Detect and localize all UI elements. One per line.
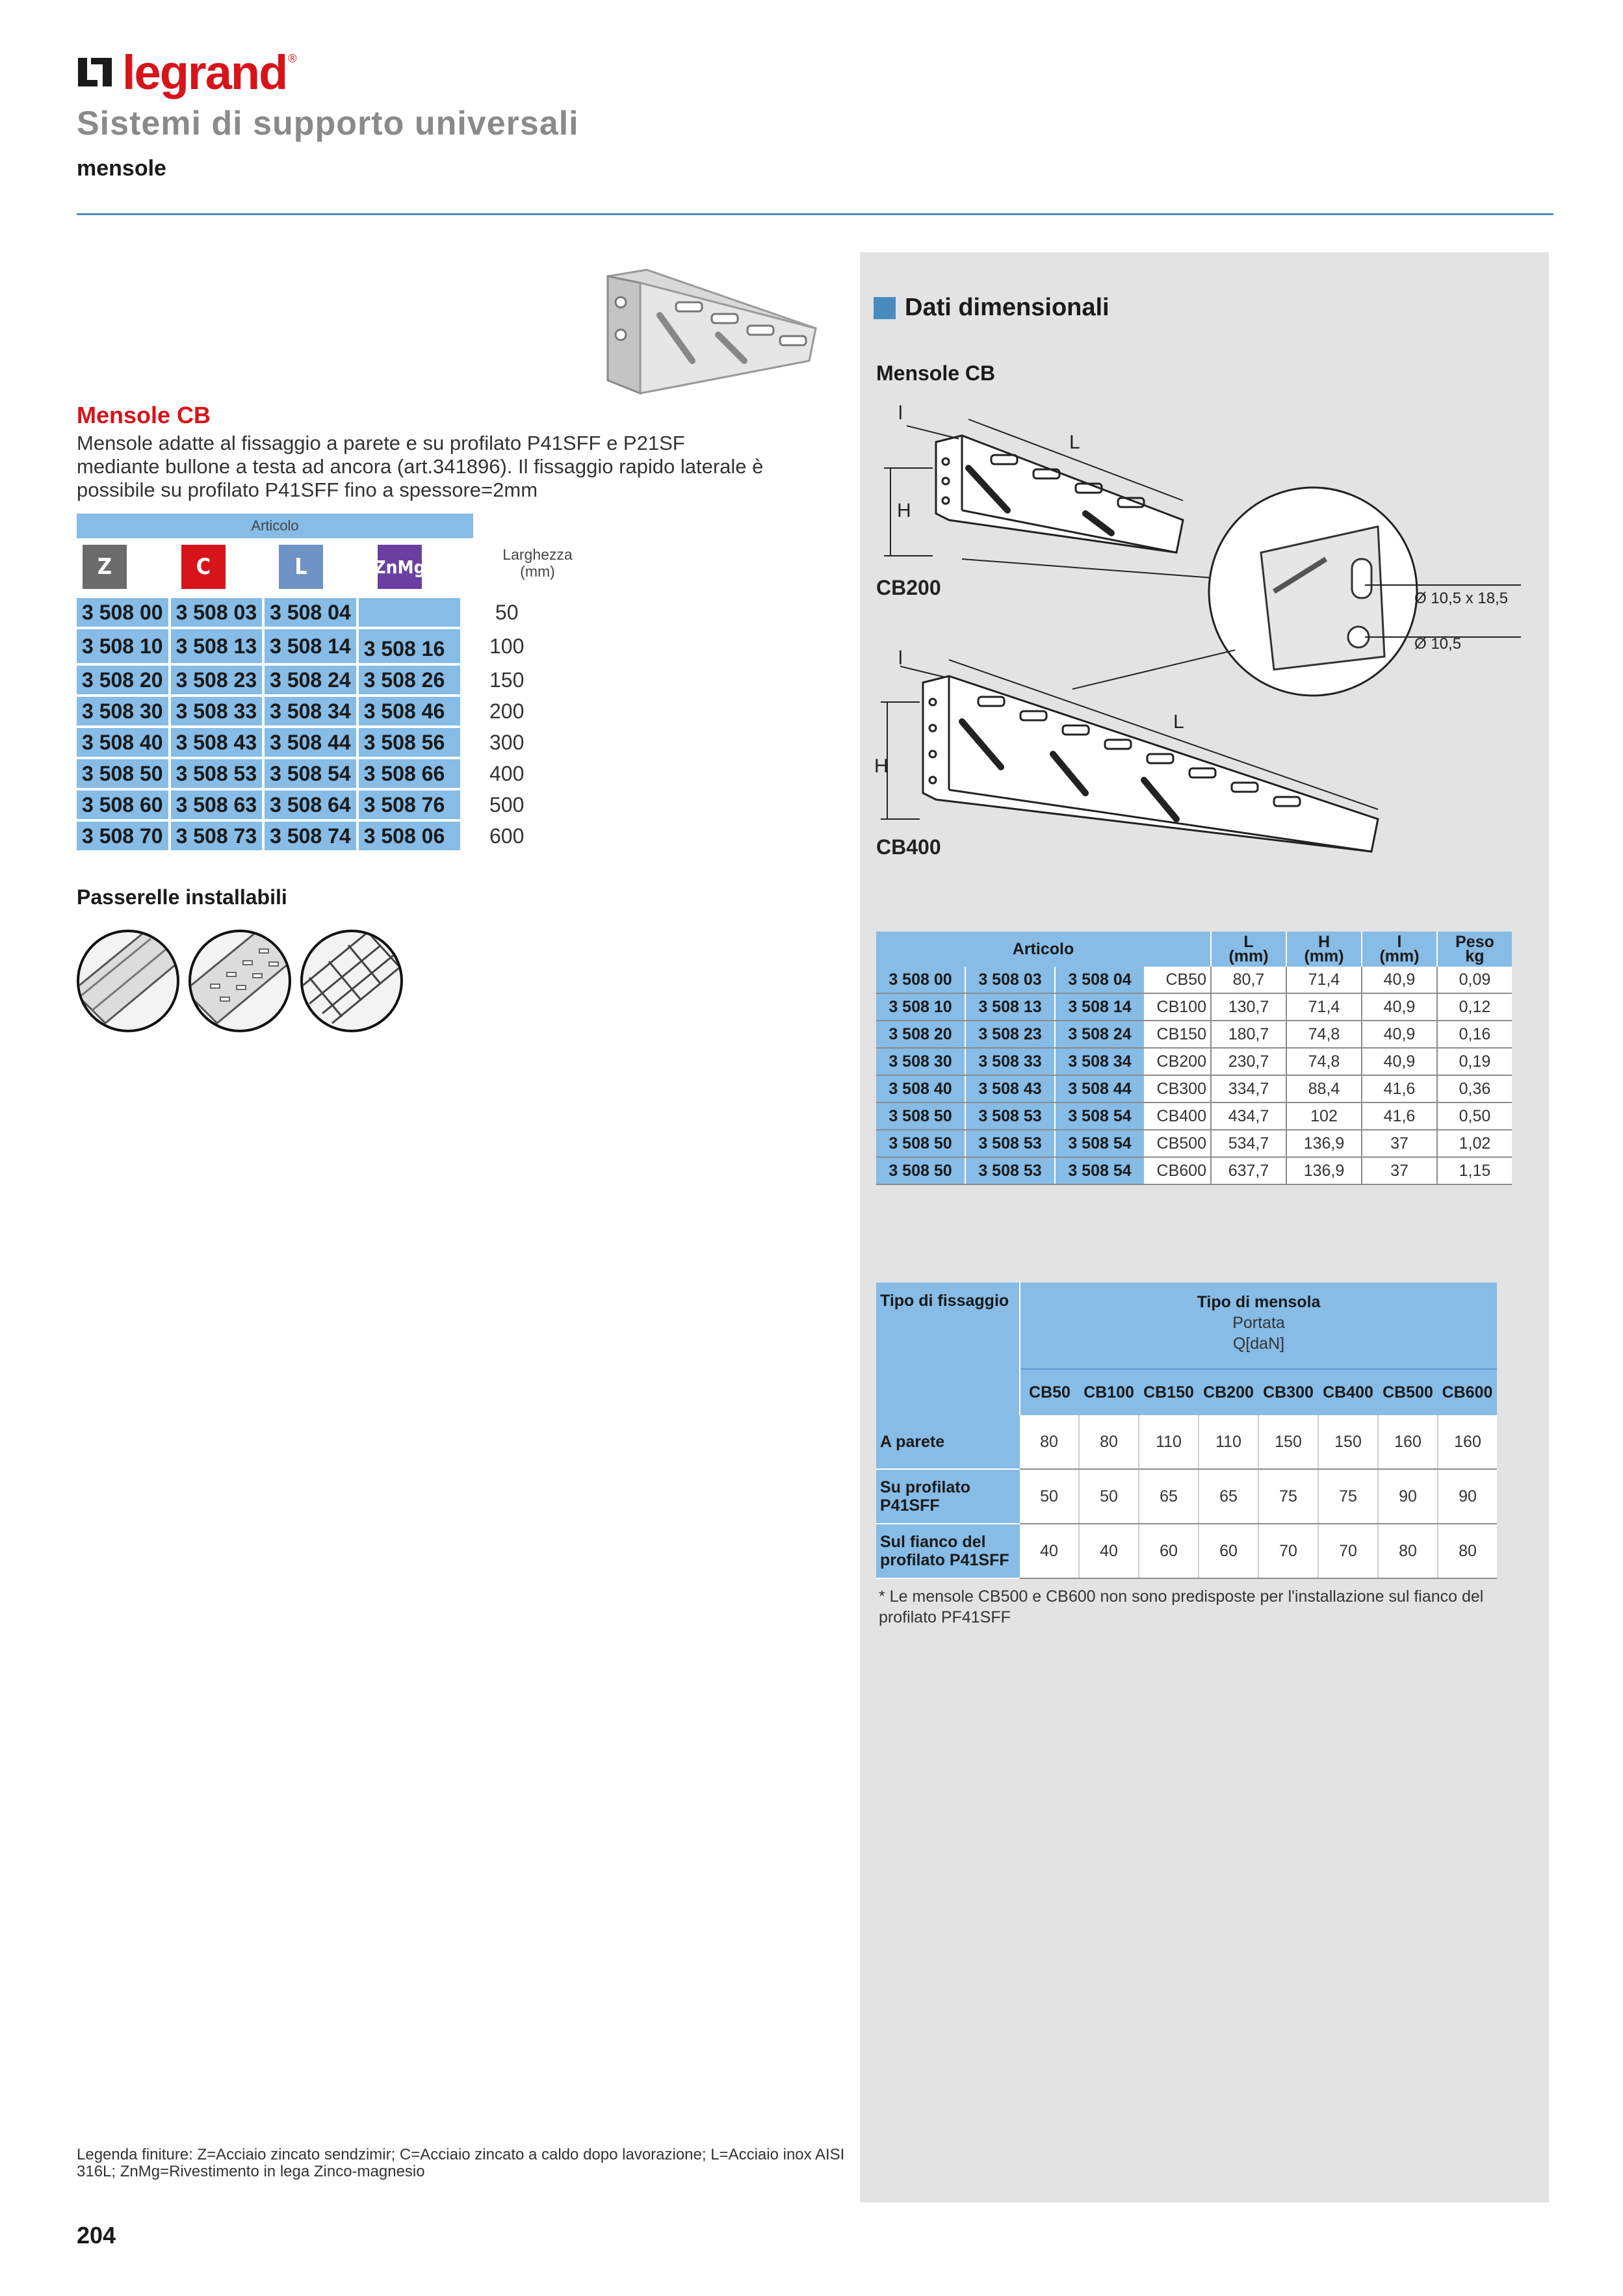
wire-mesh-tray-image <box>300 930 403 1032</box>
larghezza-unit: (mm) <box>520 563 555 580</box>
code-c: 3 508 43 <box>171 728 263 757</box>
code-znmg: 3 508 06 <box>359 822 460 850</box>
model-header: CB50 <box>1020 1369 1079 1415</box>
cell-peso: 1,02 <box>1437 1130 1512 1157</box>
dim-i-label-1: l <box>898 402 903 424</box>
section-square-icon <box>874 297 896 319</box>
width-value: 150 <box>463 666 551 694</box>
brand-logo <box>77 47 297 98</box>
model-header: CB600 <box>1438 1369 1497 1415</box>
cell-i: 37 <box>1362 1130 1437 1157</box>
cell-code-a: 3 508 50 <box>876 1130 965 1157</box>
code-z: 3 508 30 <box>77 697 168 725</box>
col-peso-unit: kg <box>1465 947 1485 965</box>
load-value: 65 <box>1199 1469 1258 1524</box>
product-description: Mensole adatte al fissaggio a parete e su profilato P41SFF e P21SF mediante bullone a testa ad ancora (art.341896). Il fissaggio rapido laterale è possibile su profilato P41SFF fino a spessore=2mm <box>77 432 764 501</box>
model-header: CB200 <box>1199 1369 1258 1415</box>
dim-l-label-2: L <box>1173 711 1184 733</box>
cell-code-c: 3 508 54 <box>1055 1157 1145 1184</box>
cell-i: 40,9 <box>1362 1048 1437 1075</box>
cell-code-b: 3 508 23 <box>965 1021 1055 1048</box>
cell-code-c: 3 508 54 <box>1055 1130 1145 1157</box>
cell-h: 102 <box>1286 1102 1362 1130</box>
tipo-mensola-label: Tipo di mensola <box>1197 1293 1321 1311</box>
load-value: 110 <box>1139 1415 1199 1469</box>
cell-model: CB50 <box>1145 967 1211 993</box>
solid-tray-image <box>77 930 179 1032</box>
code-znmg: 3 508 26 <box>359 666 460 694</box>
model-header: CB500 <box>1378 1369 1438 1415</box>
cell-code-c: 3 508 44 <box>1055 1075 1145 1102</box>
table-header-row <box>876 932 1512 967</box>
code-znmg: 3 508 76 <box>359 790 460 819</box>
registered-mark: ® <box>288 52 297 65</box>
finish-l-badge <box>279 545 323 589</box>
code-znmg: 3 508 66 <box>359 759 460 788</box>
load-value: 80 <box>1378 1524 1438 1578</box>
cell-i: 41,6 <box>1362 1075 1437 1102</box>
load-value: 150 <box>1318 1415 1378 1469</box>
table-row <box>876 1469 1497 1524</box>
code-z: 3 508 60 <box>77 790 168 819</box>
cell-model: CB600 <box>1145 1157 1211 1184</box>
finish-legend: Legenda finiture: Z=Acciaio zincato sendzimir; C=Acciaio zincato a caldo dopo lavorazione; L=Acciaio inox AISI 316L; ZnMg=Rivestimento in lega Zinco-magnesio <box>77 2146 845 2180</box>
code-c: 3 508 33 <box>171 697 263 725</box>
table-row <box>77 598 551 627</box>
width-value: 100 <box>463 629 551 663</box>
hole-slot-label: Ø 10,5 x 18,5 <box>1414 590 1509 607</box>
table-header-row <box>876 1283 1497 1369</box>
article-code-table <box>74 595 554 853</box>
code-z: 3 508 20 <box>77 666 168 694</box>
legrand-mark-icon <box>77 54 113 90</box>
cell-peso: 0,09 <box>1437 967 1512 993</box>
col-h-label: H <box>1318 933 1331 951</box>
width-value: 600 <box>463 822 551 850</box>
model-header: CB400 <box>1318 1369 1378 1415</box>
table-row <box>876 1415 1497 1469</box>
load-value: 65 <box>1139 1469 1199 1524</box>
finish-z-label: Z <box>97 554 112 580</box>
cell-code-b: 3 508 53 <box>965 1130 1055 1157</box>
code-z: 3 508 00 <box>77 598 168 627</box>
cell-code-c: 3 508 34 <box>1055 1048 1145 1075</box>
brand-name: legrand <box>122 45 287 99</box>
table-row <box>77 822 551 850</box>
table-row <box>77 728 551 757</box>
larghezza-label: Larghezza <box>502 546 573 563</box>
table-row <box>876 1102 1512 1130</box>
cell-i: 40,9 <box>1362 993 1437 1021</box>
header-divider <box>77 213 1553 215</box>
cell-code-c: 3 508 54 <box>1055 1102 1145 1130</box>
load-value: 60 <box>1199 1524 1258 1578</box>
table-row <box>876 1157 1512 1184</box>
table-row <box>876 967 1512 993</box>
dim-h-label-1: H <box>897 500 911 521</box>
tipo-mensola-header <box>1020 1283 1497 1369</box>
fixing-type-label: Su profilato P41SFF <box>876 1469 1020 1524</box>
hole-round-label: Ø 10,5 <box>1414 635 1462 653</box>
code-z: 3 508 10 <box>77 629 168 663</box>
table-row <box>77 697 551 725</box>
section-title: Mensole CB <box>77 402 211 428</box>
cell-i: 40,9 <box>1362 1021 1437 1048</box>
dati-title-text: Dati dimensionali <box>905 294 1110 321</box>
page-subtitle: mensole <box>77 156 166 181</box>
cell-model: CB400 <box>1145 1102 1211 1130</box>
code-l: 3 508 74 <box>265 822 356 850</box>
cell-code-a: 3 508 10 <box>876 993 965 1021</box>
load-value: 70 <box>1258 1524 1318 1578</box>
cell-h: 74,8 <box>1286 1021 1362 1048</box>
load-value: 60 <box>1139 1524 1199 1578</box>
col-i-unit: (mm) <box>1379 947 1420 965</box>
portata-label: Portata <box>1232 1314 1285 1332</box>
code-l: 3 508 54 <box>265 759 356 788</box>
cell-l: 130,7 <box>1211 993 1286 1021</box>
load-value: 40 <box>1079 1524 1139 1578</box>
cell-h: 71,4 <box>1286 993 1362 1021</box>
cell-peso: 1,15 <box>1437 1157 1512 1184</box>
finish-l-label: L <box>294 554 307 580</box>
table-row <box>876 1048 1512 1075</box>
articolo-header: Articolo <box>77 514 473 538</box>
model-header: CB100 <box>1079 1369 1139 1415</box>
code-z: 3 508 40 <box>77 728 168 757</box>
code-z: 3 508 70 <box>77 822 168 850</box>
cell-l: 637,7 <box>1211 1157 1286 1184</box>
unit-label: Q[daN] <box>1232 1335 1285 1353</box>
cell-peso: 0,50 <box>1437 1102 1512 1130</box>
load-value: 75 <box>1318 1469 1378 1524</box>
col-l-unit: (mm) <box>1228 947 1269 965</box>
cell-model: CB150 <box>1145 1021 1211 1048</box>
cell-h: 88,4 <box>1286 1075 1362 1102</box>
cell-code-a: 3 508 50 <box>876 1102 965 1130</box>
col-peso-label: Peso <box>1455 933 1494 951</box>
load-value: 80 <box>1438 1524 1497 1578</box>
cell-code-a: 3 508 50 <box>876 1157 965 1184</box>
load-value: 150 <box>1258 1415 1318 1469</box>
load-value: 110 <box>1199 1415 1258 1469</box>
table-row <box>876 1021 1512 1048</box>
col-h-unit: (mm) <box>1304 947 1344 965</box>
code-l: 3 508 24 <box>265 666 356 694</box>
footnote: * Le mensole CB500 e CB600 non sono predisposte per l'installazione sul fianco del profilato PF41SFF <box>879 1587 1484 1626</box>
cell-code-b: 3 508 33 <box>965 1048 1055 1075</box>
table-row <box>77 759 551 788</box>
col-peso <box>1437 932 1512 967</box>
cell-peso: 0,36 <box>1437 1075 1512 1102</box>
cell-i: 37 <box>1362 1157 1437 1184</box>
cell-h: 74,8 <box>1286 1048 1362 1075</box>
load-value: 70 <box>1318 1524 1378 1578</box>
width-value: 300 <box>463 728 551 757</box>
tipo-fissaggio-label: Tipo di fissaggio <box>880 1292 1009 1310</box>
load-value: 40 <box>1020 1524 1079 1578</box>
table-row <box>77 666 551 694</box>
code-l: 3 508 44 <box>265 728 356 757</box>
cell-model: CB300 <box>1145 1075 1211 1102</box>
col-articolo-label: Articolo <box>1012 940 1074 958</box>
table-row <box>77 790 551 819</box>
cell-code-b: 3 508 53 <box>965 1102 1055 1130</box>
cell-code-b: 3 508 13 <box>965 993 1055 1021</box>
load-value: 90 <box>1438 1469 1497 1524</box>
load-value: 50 <box>1079 1469 1139 1524</box>
col-l <box>1211 932 1286 967</box>
code-l: 3 508 14 <box>265 629 356 663</box>
finish-c-label: C <box>196 554 211 580</box>
larghezza-header <box>489 546 586 580</box>
width-value: 400 <box>463 759 551 788</box>
col-i <box>1362 932 1437 967</box>
cell-code-b: 3 508 03 <box>965 967 1055 993</box>
mensole-cb-label: Mensole CB <box>876 361 996 385</box>
cell-h: 136,9 <box>1286 1157 1362 1184</box>
code-c: 3 508 73 <box>171 822 263 850</box>
table-row <box>876 1075 1512 1102</box>
cell-peso: 0,12 <box>1437 993 1512 1021</box>
table-row <box>876 1130 1512 1157</box>
cell-l: 434,7 <box>1211 1102 1286 1130</box>
width-value: 500 <box>463 790 551 819</box>
load-value: 80 <box>1020 1415 1079 1469</box>
dimension-table <box>876 932 1512 1185</box>
cell-h: 136,9 <box>1286 1130 1362 1157</box>
bracket-product-image <box>601 263 822 423</box>
tipo-fissaggio-header <box>876 1283 1020 1415</box>
table-row <box>876 1524 1497 1578</box>
load-value: 160 <box>1378 1415 1438 1469</box>
load-value: 80 <box>1079 1415 1139 1469</box>
page-title: Sistemi di supporto universali <box>77 105 579 142</box>
table-row <box>876 993 1512 1021</box>
code-c: 3 508 23 <box>171 666 263 694</box>
dim-i-label-2: l <box>898 647 903 669</box>
code-znmg: 3 508 46 <box>359 697 460 725</box>
cell-l: 534,7 <box>1211 1130 1286 1157</box>
cell-h: 71,4 <box>1286 967 1362 993</box>
cb400-label: CB400 <box>876 835 941 859</box>
cell-model: CB200 <box>1145 1048 1211 1075</box>
cell-code-b: 3 508 53 <box>965 1157 1055 1184</box>
finish-znmg-badge <box>374 545 426 589</box>
code-znmg: 3 508 16 <box>359 629 460 663</box>
col-articolo <box>876 932 1211 967</box>
load-value: 90 <box>1378 1469 1438 1524</box>
cell-model: CB100 <box>1145 993 1211 1021</box>
model-header: CB300 <box>1258 1369 1318 1415</box>
cell-i: 41,6 <box>1362 1102 1437 1130</box>
load-capacity-table <box>876 1283 1497 1579</box>
width-value: 50 <box>463 598 551 627</box>
page-number: 204 <box>77 2222 116 2249</box>
cell-code-c: 3 508 04 <box>1055 967 1145 993</box>
code-l: 3 508 64 <box>265 790 356 819</box>
finish-z-badge <box>83 545 127 589</box>
load-value: 75 <box>1258 1469 1318 1524</box>
load-value: 160 <box>1438 1415 1497 1469</box>
code-z: 3 508 50 <box>77 759 168 788</box>
code-l: 3 508 04 <box>265 598 356 627</box>
code-c: 3 508 03 <box>171 598 263 627</box>
cell-l: 180,7 <box>1211 1021 1286 1048</box>
finish-znmg-label: ZnMg <box>374 556 426 578</box>
dim-l-label-1: L <box>1069 432 1080 453</box>
fixing-type-label: A parete <box>876 1415 1020 1469</box>
cell-code-c: 3 508 24 <box>1055 1021 1145 1048</box>
fixing-type-label: Sul fianco del profilato P41SFF <box>876 1524 1020 1578</box>
code-znmg: 3 508 56 <box>359 728 460 757</box>
code-c: 3 508 13 <box>171 629 263 663</box>
code-c: 3 508 53 <box>171 759 263 788</box>
cell-code-a: 3 508 00 <box>876 967 965 993</box>
cell-i: 40,9 <box>1362 967 1437 993</box>
finish-c-badge <box>181 545 226 589</box>
load-value: 50 <box>1020 1469 1079 1524</box>
cell-l: 80,7 <box>1211 967 1286 993</box>
dim-h-label-2: H <box>874 755 889 777</box>
col-l-label: L <box>1243 933 1254 951</box>
code-l: 3 508 34 <box>265 697 356 725</box>
perforated-tray-image <box>188 930 291 1032</box>
passerelle-title: Passerelle installabili <box>77 885 287 909</box>
cell-peso: 0,19 <box>1437 1048 1512 1075</box>
bracket-technical-drawing <box>871 397 1540 878</box>
dati-dimensionali-title <box>874 294 1110 322</box>
width-value: 200 <box>463 697 551 725</box>
table-row <box>77 629 551 663</box>
cell-l: 230,7 <box>1211 1048 1286 1075</box>
model-header: CB150 <box>1139 1369 1199 1415</box>
col-h <box>1286 932 1362 967</box>
cell-l: 334,7 <box>1211 1075 1286 1102</box>
col-i-label: l <box>1397 933 1402 951</box>
cb200-label: CB200 <box>876 576 941 599</box>
cell-code-c: 3 508 14 <box>1055 993 1145 1021</box>
cell-code-a: 3 508 20 <box>876 1021 965 1048</box>
cell-code-a: 3 508 30 <box>876 1048 965 1075</box>
code-znmg <box>359 598 460 627</box>
cb200-drawing <box>884 419 1222 579</box>
cell-peso: 0,16 <box>1437 1021 1512 1048</box>
cell-model: CB500 <box>1145 1130 1211 1157</box>
cell-code-b: 3 508 43 <box>965 1075 1055 1102</box>
cell-code-a: 3 508 40 <box>876 1075 965 1102</box>
code-c: 3 508 63 <box>171 790 263 819</box>
